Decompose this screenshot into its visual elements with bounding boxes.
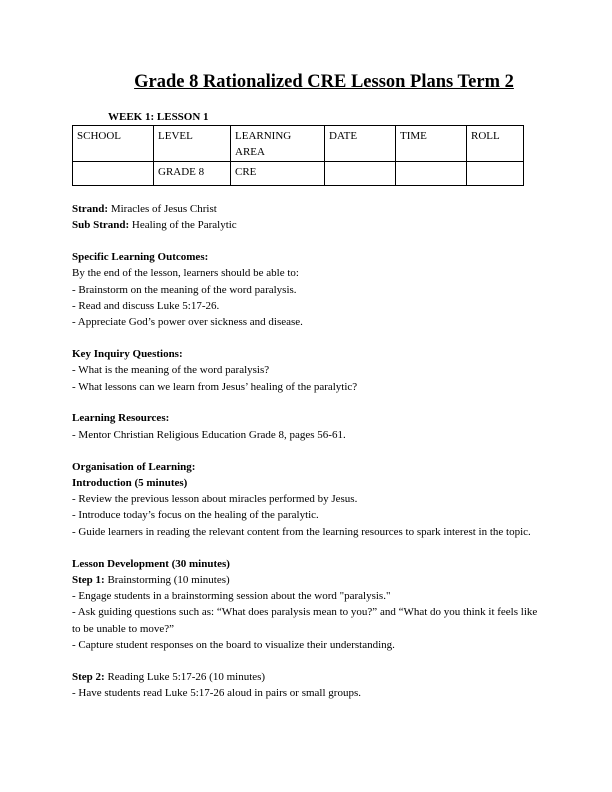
list-item: - Review the previous lesson about miracles performed by Jesus. [72, 493, 358, 506]
lesson-content [72, 201, 540, 701]
outcomes-heading: Specific Learning Outcomes: [72, 251, 209, 264]
cell-school [73, 162, 154, 186]
strand-label: Strand: [72, 203, 109, 215]
list-item: - Appreciate God’s power over sickness and disease. [72, 316, 303, 329]
header-learning-area: LEARNING AREA [231, 126, 325, 162]
list-item: - What is the meaning of the word paralysis? [72, 364, 270, 377]
sub-strand-value: Healing of the Paralytic [129, 219, 237, 232]
outcomes-intro: By the end of the lesson, learners should be able to: [72, 267, 299, 280]
list-item: - Have students read Luke 5:17-26 aloud in pairs or small groups. [72, 687, 361, 700]
strand-line [72, 201, 540, 217]
header-school: SCHOOL [73, 126, 154, 162]
table-row [73, 162, 524, 186]
header-date: DATE [325, 126, 396, 162]
header-level: LEVEL [154, 126, 231, 162]
step2-value: Reading Luke 5:17-26 (10 minutes) [104, 670, 266, 683]
step1-line [72, 572, 540, 588]
step1-label: Step 1: [72, 573, 105, 586]
lesson-info-table [72, 125, 524, 186]
header-roll: ROLL [467, 126, 524, 162]
list-item: - Read and discuss Luke 5:17-26. [72, 299, 220, 312]
list-item: - Introduce today’s focus on the healing of the paralytic. [72, 509, 319, 522]
cell-roll [467, 162, 524, 186]
strand-value: Miracles of Jesus Christ [108, 203, 217, 215]
page-title: Grade 8 Rationalized CRE Lesson Plans Term 2 [134, 72, 514, 92]
resources-heading: Learning Resources: [72, 412, 170, 425]
sub-strand-label: Sub Strand: [72, 219, 130, 232]
introduction-heading: Introduction (5 minutes) [72, 476, 188, 489]
week-label: WEEK 1: LESSON 1 [108, 111, 209, 123]
header-time: TIME [396, 126, 467, 162]
list-item: - Ask guiding questions such as: “What does paralysis mean to you?” and “What do you think it feels like to be unable to move?” [72, 606, 538, 635]
list-item: - Capture student responses on the board to visualize their understanding. [72, 639, 395, 652]
cell-time [396, 162, 467, 186]
sub-strand-line [72, 217, 540, 233]
list-item: - What lessons can we learn from Jesus’ healing of the paralytic? [72, 380, 358, 393]
cell-date [325, 162, 396, 186]
inquiry-heading: Key Inquiry Questions: [72, 348, 183, 361]
list-item: - Mentor Christian Religious Education Grade 8, pages 56-61. [72, 428, 346, 441]
list-item: - Guide learners in reading the relevant content from the learning resources to spark interest in the topic. [72, 525, 531, 538]
cell-learning-area: CRE [231, 162, 325, 186]
organisation-heading: Organisation of Learning: [72, 460, 196, 473]
list-item: - Brainstorm on the meaning of the word paralysis. [72, 283, 297, 296]
step2-line [72, 669, 540, 685]
step1-value: Brainstorming (10 minutes) [104, 573, 230, 586]
table-header-row [73, 126, 524, 162]
step2-label: Step 2: [72, 670, 105, 683]
cell-level: GRADE 8 [154, 162, 231, 186]
development-heading: Lesson Development (30 minutes) [72, 557, 230, 570]
list-item: - Engage students in a brainstorming session about the word "paralysis." [72, 590, 391, 603]
